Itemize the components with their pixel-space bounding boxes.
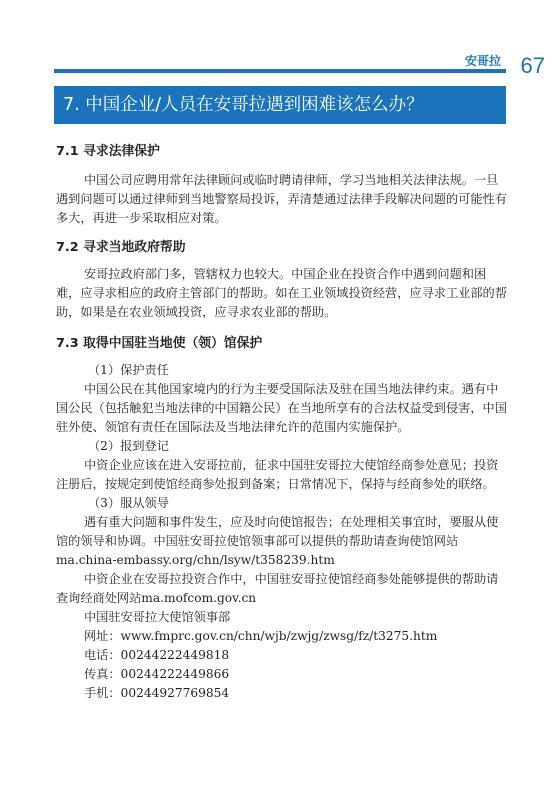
contact-website: 网址：www.fmprc.gov.cn/chn/wjb/zwjg/zwsg/fz/t3275.htm bbox=[84, 629, 438, 643]
subsection-text-2: 中资企业应该在进入安哥拉前，征求中国驻安哥拉大使馆经商参处意见；投资注册后，按规定到使馆经商参处报到备案；日常情况下，保持与经商参处的联络。 bbox=[56, 458, 499, 491]
subsection-label-3: （3）服从领导 bbox=[88, 496, 169, 510]
subsection-label-2: （2）报到登记 bbox=[88, 439, 169, 453]
header-country-label: 安哥拉 bbox=[464, 54, 501, 68]
subsection-label-1: （1）保护责任 bbox=[88, 363, 169, 377]
contact-fax: 传真：00244222449866 bbox=[84, 667, 230, 681]
section-heading-7-2: 7.2 寻求当地政府帮助 bbox=[56, 240, 186, 255]
section-heading-7-1: 7.1 寻求法律保护 bbox=[56, 144, 160, 159]
page-number: 67 bbox=[520, 53, 545, 78]
contact-name: 中国驻安哥拉大使馆领事部 bbox=[84, 610, 231, 624]
contact-mobile: 手机：00244927769854 bbox=[84, 686, 230, 700]
section-paragraph-7-2: 安哥拉政府部门多，管辖权力也较大。中国企业在投资合作中遇到问题和困难，应寻求相应的政府主管部门的帮助。如在工业领域投资经营，应寻求工业部的帮助，如果是在农业领域投资，应寻求农业部的帮助。 bbox=[56, 267, 507, 319]
contact-phone: 电话：00244222449818 bbox=[84, 648, 230, 662]
header-rule bbox=[54, 69, 506, 73]
subsection-text-3: 遇有重大问题和事件发生，应及时向使馆报告；在处理相关事宜时，要服从使馆的领导和协调。中国驻安哥拉使馆领事部可以提供的帮助请查询使馆网站ma.china-embassy.org/chn/lsyw/t358239.htm bbox=[56, 515, 499, 567]
section-paragraph-7-1: 中国公司应聘用常年法律顾问或临时聘请律师，学习当地相关法律法规。一旦遇到问题可以通过律师到当地警察局投诉，弄清楚通过法律手段解决问题的可能性有多大，再进一步采取相应对策。 bbox=[56, 173, 507, 225]
subsection-text-1: 中国公民在其他国家境内的行为主要受国际法及驻在国当地法律约束。遇有中国公民（包括触犯当地法律的中国籍公民）在当地所享有的合法权益受到侵害，中国驻外使、领馆有责任在国际法及当地法律允许的范围内实施保护。 bbox=[56, 382, 507, 434]
section-heading-7-3: 7.3 取得中国驻当地使（领）馆保护 bbox=[56, 336, 263, 351]
chapter-title: 7. 中国企业/人员在安哥拉遇到困难该怎么办？ bbox=[54, 86, 506, 124]
subsection-text-3b: 中资企业在安哥拉投资合作中，中国驻安哥拉使馆经商参处能够提供的帮助请查询经商处网站ma.mofcom.gov.cn bbox=[56, 572, 499, 605]
main-content bbox=[56, 134, 508, 703]
